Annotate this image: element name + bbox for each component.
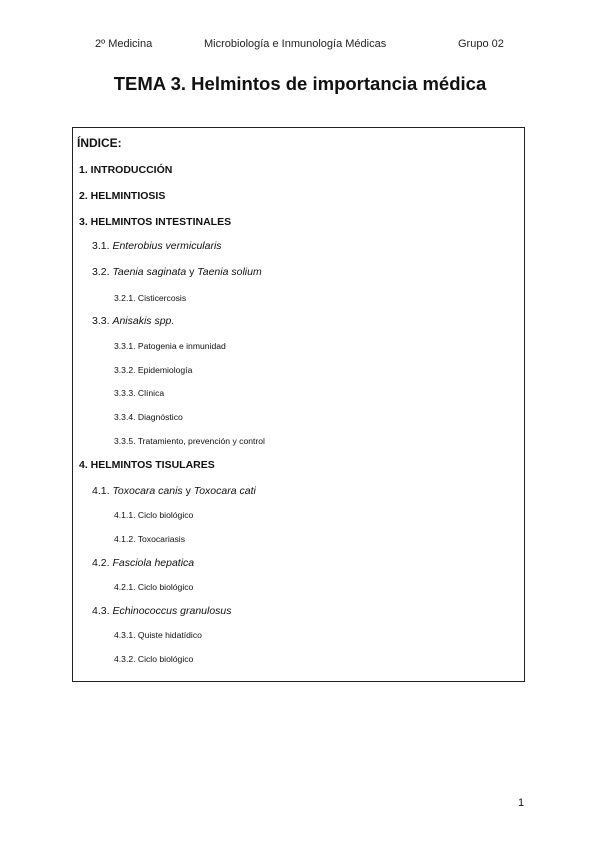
toc-entry-3-2-1[interactable]: 3.2.1. Cisticercosis bbox=[114, 293, 187, 303]
toc-entry-number: 4.2. bbox=[92, 557, 113, 569]
toc-entry-4-1-1[interactable]: 4.1.1. Ciclo biológico bbox=[114, 510, 194, 520]
toc-entry-4-1[interactable] bbox=[92, 485, 256, 497]
toc-entry-4-2-1[interactable]: 4.2.1. Ciclo biológico bbox=[114, 582, 194, 592]
toc-entry-1[interactable]: 1. INTRODUCCIÓN bbox=[79, 164, 173, 176]
toc-entry-taxon: Toxocara canis bbox=[112, 485, 183, 497]
toc-entry-3-1[interactable] bbox=[92, 240, 222, 252]
toc-entry-number: 3.1. bbox=[92, 240, 113, 252]
toc-entry-joiner: y bbox=[182, 485, 194, 497]
toc-entry-joiner: y bbox=[186, 266, 198, 278]
toc-entry-3-3-4[interactable]: 3.3.4. Diagnóstico bbox=[114, 412, 183, 422]
toc-entry-3-2[interactable] bbox=[92, 266, 262, 278]
toc-entry-number: 3.2. bbox=[92, 266, 113, 278]
toc-entry-2[interactable]: 2. HELMINTIOSIS bbox=[79, 190, 166, 202]
page-number: 1 bbox=[518, 797, 525, 809]
toc-entry-3-3-3[interactable]: 3.3.3. Clínica bbox=[114, 388, 165, 398]
header-course: 2º Medicina bbox=[95, 38, 153, 50]
toc-entry-taxon: Taenia saginata bbox=[112, 266, 187, 278]
toc-entry-number: 4.3. bbox=[92, 605, 113, 617]
toc-entry-4-3[interactable] bbox=[92, 605, 232, 617]
toc-entry-4[interactable]: 4. HELMINTOS TISULARES bbox=[79, 459, 215, 471]
toc-entry-taxon: Toxocara cati bbox=[193, 485, 256, 497]
header-subject: Microbiología e Inmunología Médicas bbox=[204, 38, 387, 50]
toc-entry-4-3-1[interactable]: 4.3.1. Quiste hidatídico bbox=[114, 630, 202, 640]
toc-entry-4-1-2[interactable]: 4.1.2. Toxocariasis bbox=[114, 534, 186, 544]
toc-entry-taxon: Anisakis spp. bbox=[112, 315, 175, 327]
toc-entry-3-3-1[interactable]: 3.3.1. Patogenia e inmunidad bbox=[114, 341, 226, 351]
toc-entry-3-3-5[interactable]: 3.3.5. Tratamiento, prevención y control bbox=[114, 436, 265, 446]
toc-entry-4-3-2[interactable]: 4.3.2. Ciclo biológico bbox=[114, 654, 194, 664]
toc-heading: ÍNDICE: bbox=[77, 136, 122, 150]
toc-entry-3[interactable]: 3. HELMINTOS INTESTINALES bbox=[79, 216, 232, 228]
toc-entry-3-3[interactable] bbox=[92, 315, 174, 327]
toc-entry-number: 3.3. bbox=[92, 315, 113, 327]
toc-entry-taxon: Taenia solium bbox=[197, 266, 262, 278]
document-title: TEMA 3. Helmintos de importancia médica bbox=[113, 73, 487, 94]
toc-entry-taxon: Enterobius vermicularis bbox=[112, 240, 222, 252]
header-group: Grupo 02 bbox=[458, 38, 504, 50]
toc-entry-taxon: Fasciola hepatica bbox=[112, 557, 195, 569]
toc-entry-4-2[interactable] bbox=[92, 557, 194, 569]
table-of-contents bbox=[72, 127, 525, 682]
toc-entry-3-3-2[interactable]: 3.3.2. Epidemiología bbox=[114, 365, 193, 375]
toc-entry-number: 4.1. bbox=[92, 485, 113, 497]
toc-entry-taxon: Echinococcus granulosus bbox=[112, 605, 232, 617]
